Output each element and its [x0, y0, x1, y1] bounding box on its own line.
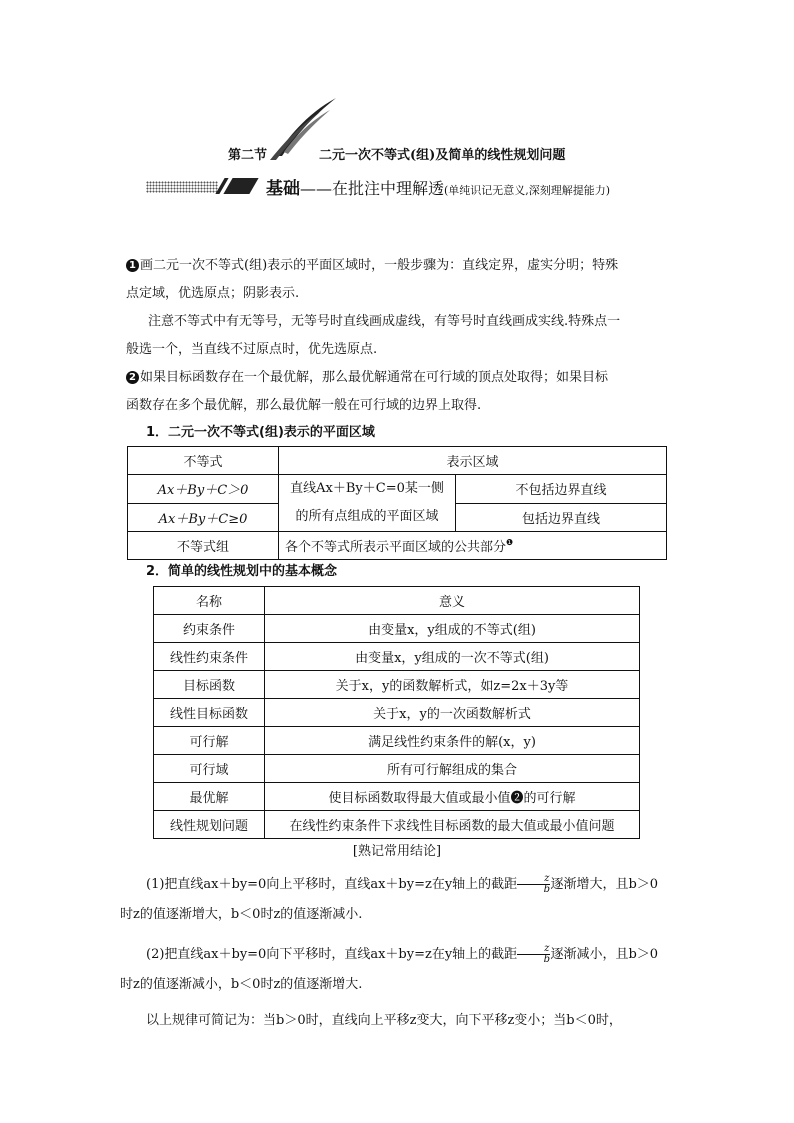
- table1-heading: 1．二元一次不等式(组)表示的平面区域: [146, 425, 375, 440]
- conclusion-1-a: (1)把直线ax＋by=0向上平移时，直线ax＋by=z在y轴上的截距: [146, 877, 518, 892]
- table1-row2-boundary: 包括边界直线: [456, 503, 667, 532]
- fraction-denominator: b: [543, 954, 551, 965]
- table1-row1-inequality: Ax＋By＋C＞0: [128, 475, 279, 504]
- table-row: [154, 783, 640, 811]
- table1-row1-boundary: 不包括边界直线: [456, 475, 667, 504]
- conclusion-2-c: 时z的值逐渐减小，b＜0时z的值逐渐增大.: [120, 977, 363, 992]
- note-1-line-2: 点定域，优选原点；阴影表示.: [126, 286, 300, 301]
- note-1b: [126, 308, 676, 364]
- section-banner: [146, 174, 686, 198]
- table2-col-name: 名称: [154, 587, 265, 615]
- concept-meaning: 关于x，y的函数解析式，如z=2x＋3y等: [265, 671, 640, 699]
- note-2: [126, 364, 676, 420]
- table-row: [154, 671, 640, 699]
- concept-name: 可行域: [154, 755, 265, 783]
- intercept-fraction: [517, 874, 550, 895]
- concept-name: 线性约束条件: [154, 643, 265, 671]
- table-row: [154, 643, 640, 671]
- banner-title: [266, 174, 610, 199]
- banner-dots: [146, 181, 218, 193]
- conclusion-2-a: (2)把直线ax＋by=0向下平移时，直线ax＋by=z在y轴上的截距: [146, 947, 518, 962]
- concept-name: 约束条件: [154, 615, 265, 643]
- region-table: [127, 446, 667, 560]
- table1-col-region: 表示区域: [279, 447, 667, 475]
- note-marker-2: 2: [126, 371, 139, 384]
- table1-region-desc: [279, 475, 456, 532]
- table-row: [154, 699, 640, 727]
- conclusion-1: [120, 870, 676, 930]
- concept-table: [153, 586, 640, 839]
- concept-meaning: 使目标函数取得最大值或最小值❷的可行解: [265, 783, 640, 811]
- banner-block: [223, 178, 258, 194]
- region-desc-line-2: 的所有点组成的平面区域: [295, 509, 439, 524]
- note-1-line-1: 画二元一次不等式(组)表示的平面区域时，一般步骤为：直线定界，虚实分明；特殊: [140, 258, 619, 273]
- concept-meaning: 关于x，y的一次函数解析式: [265, 699, 640, 727]
- table-row: [154, 615, 640, 643]
- concept-meaning: 所有可行解组成的集合: [265, 755, 640, 783]
- fraction-denominator: b: [543, 884, 551, 895]
- note-marker-1: 1: [126, 259, 139, 272]
- table1-row3-desc: [279, 532, 667, 560]
- concept-meaning: 满足线性约束条件的解(x，y): [265, 727, 640, 755]
- table2-heading: 2．简单的线性规划中的基本概念: [146, 564, 338, 579]
- note-2-line-2: 函数存在多个最优解，那么最优解一般在可行域的边界上取得.: [126, 398, 482, 413]
- table1-row2-inequality: Ax＋By＋C≥0: [128, 503, 279, 532]
- row3-desc-text: 各个不等式所表示平面区域的公共部分: [285, 540, 507, 555]
- concept-meaning: 由变量x，y组成的一次不等式(组): [265, 643, 640, 671]
- section-label: 第二节: [228, 148, 268, 163]
- concept-name: 线性规划问题: [154, 811, 265, 839]
- conclusion-3: 以上规律可简记为：当b＞0时，直线向上平移z变大，向下平移z变小；当b＜0时，: [146, 1013, 622, 1028]
- note-1b-line-1: 注意不等式中有无等号，无等号时直线画成虚线，有等号时直线画成实线.特殊点一: [148, 314, 621, 329]
- conclusion-2-b: 逐渐减小，且b＞0: [550, 947, 659, 962]
- banner-note: (单纯识记无意义,深刻理解提能力): [444, 184, 611, 197]
- conclusions-heading: [熟记常用结论]: [352, 844, 442, 859]
- fraction-numerator: z: [517, 944, 550, 955]
- banner-rest: ——在批注中理解透: [300, 179, 445, 198]
- region-desc-line-1: 直线Ax＋By＋C=0某一侧: [290, 481, 444, 496]
- row3-sup: ❶: [506, 538, 514, 547]
- intercept-fraction-2: [517, 944, 550, 965]
- concept-meaning: 在线性约束条件下求线性目标函数的最大值或最小值问题: [265, 811, 640, 839]
- note-1: [126, 252, 676, 308]
- fraction-numerator: z: [517, 874, 550, 885]
- note-2-line-1: 如果目标函数存在一个最优解，那么最优解通常在可行域的顶点处取得；如果目标: [140, 370, 609, 385]
- section-title-text: 二元一次不等式(组)及简单的线性规划问题: [319, 148, 566, 163]
- conclusion-2: [120, 940, 676, 1000]
- note-1b-line-2: 般选一个，当直线不过原点时，优先选原点.: [126, 342, 378, 357]
- table-row: [154, 727, 640, 755]
- section-title: [228, 144, 565, 163]
- table2-col-meaning: 意义: [265, 587, 640, 615]
- concept-name: 线性目标函数: [154, 699, 265, 727]
- concept-name: 最优解: [154, 783, 265, 811]
- concept-name: 可行解: [154, 727, 265, 755]
- concept-meaning: 由变量x，y组成的不等式(组): [265, 615, 640, 643]
- concept-name: 目标函数: [154, 671, 265, 699]
- table-row: [154, 811, 640, 839]
- conclusion-1-c: 时z的值逐渐增大，b＜0时z的值逐渐减小.: [120, 907, 363, 922]
- table1-row3-label: 不等式组: [128, 532, 279, 560]
- table-row: [154, 755, 640, 783]
- banner-main: 基础: [266, 179, 300, 199]
- conclusion-1-b: 逐渐增大，且b＞0: [550, 877, 659, 892]
- table1-col-inequality: 不等式: [128, 447, 279, 475]
